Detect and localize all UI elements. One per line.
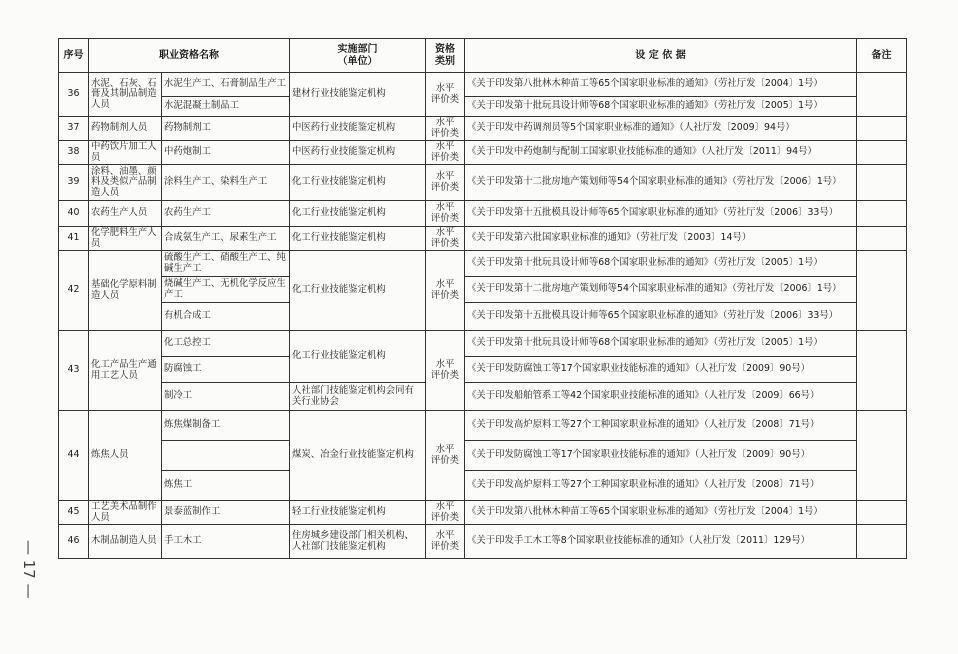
qualification-group: 涂料、油墨、颜料及类似产品制造人员 xyxy=(89,165,162,201)
table-row xyxy=(59,441,907,471)
qualification-item: 手工木工 xyxy=(162,525,290,559)
qualification-item: 水泥混凝土制品工 xyxy=(162,97,290,117)
qualification-group: 工艺美术品制作人员 xyxy=(89,501,162,525)
qualification-group: 木制品制造人员 xyxy=(89,525,162,559)
table-row xyxy=(59,141,907,165)
header-note: 备注 xyxy=(857,39,907,73)
qualification-item: 涂料生产工、染料生产工 xyxy=(162,165,290,201)
basis-document: 《关于印发防腐蚀工等17个国家职业技能标准的通知》（人社厅发〔2009〕90号） xyxy=(465,441,857,471)
basis-document: 《关于印发第八批林木种苗工等65个国家职业标准的通知》（劳社厅发〔2004〕1号） xyxy=(465,501,857,525)
qualification-category: 水平 评价类 xyxy=(426,117,465,141)
qualification-item: 硫酸生产工、硝酸生产工、纯碱生产工 xyxy=(162,251,290,277)
qualification-group: 基础化学原料制造人员 xyxy=(89,251,162,331)
qualification-item: 药物制剂工 xyxy=(162,117,290,141)
row-number: 39 xyxy=(59,165,89,201)
qualification-category: 水平 评价类 xyxy=(426,331,465,411)
qualification-category: 水平 评价类 xyxy=(426,73,465,117)
row-number: 38 xyxy=(59,141,89,165)
row-number: 44 xyxy=(59,411,89,501)
department: 化工行业技能鉴定机构 xyxy=(290,165,426,201)
table-body xyxy=(59,73,907,559)
qualification-group: 化学肥料生产人员 xyxy=(89,227,162,251)
department: 住房城乡建设部门相关机构、人社部门技能鉴定机构 xyxy=(290,525,426,559)
qualification-category: 水平 评价类 xyxy=(426,501,465,525)
qualification-item: 中药炮制工 xyxy=(162,141,290,165)
basis-document: 《关于印发第十批玩具设计师等68个国家职业标准的通知》（劳社厅发〔2005〕1号） xyxy=(465,331,857,357)
basis-document: 《关于印发高炉原料工等27个工种国家职业标准的通知》（人社厅发〔2008〕71号） xyxy=(465,471,857,501)
row-number: 37 xyxy=(59,117,89,141)
basis-document: 《关于印发第十批玩具设计师等68个国家职业标准的通知》（劳社厅发〔2005〕1号） xyxy=(465,251,857,277)
header-row xyxy=(59,39,907,73)
note xyxy=(857,525,907,559)
qualification-category: 水平 评价类 xyxy=(426,141,465,165)
row-number: 40 xyxy=(59,201,89,227)
note xyxy=(857,501,907,525)
qualification-item: 制冷工 xyxy=(162,383,290,411)
department: 化工行业技能鉴定机构 xyxy=(290,227,426,251)
qualification-item: 炼焦煤制备工 xyxy=(162,411,290,441)
table-row xyxy=(59,501,907,525)
note xyxy=(857,165,907,201)
row-number: 36 xyxy=(59,73,89,117)
basis-document: 《关于印发第六批国家职业标准的通知》（劳社厅发〔2003〕14号） xyxy=(465,227,857,251)
table-row xyxy=(59,383,907,411)
qualification-group: 药物制剂人员 xyxy=(89,117,162,141)
basis-document: 《关于印发第十批玩具设计师等68个国家职业标准的通知》（劳社厅发〔2005〕1号） xyxy=(465,97,857,117)
department: 轻工行业技能鉴定机构 xyxy=(290,501,426,525)
department: 中医药行业技能鉴定机构 xyxy=(290,117,426,141)
table-row xyxy=(59,117,907,141)
department: 化工行业技能鉴定机构 xyxy=(290,251,426,331)
qualification-category: 水平 评价类 xyxy=(426,201,465,227)
table-row xyxy=(59,525,907,559)
note xyxy=(857,251,907,331)
qualification-item: 防腐蚀工 xyxy=(162,357,290,383)
qualification-group: 化工产品生产通用工艺人员 xyxy=(89,331,162,411)
qualification-item: 炼焦工 xyxy=(162,471,290,501)
header-no: 序号 xyxy=(59,39,89,73)
basis-document: 《关于印发第十五批模具设计师等65个国家职业标准的通知》（劳社厅发〔2006〕33号） xyxy=(465,201,857,227)
note xyxy=(857,141,907,165)
note xyxy=(857,331,907,411)
basis-document: 《关于印发第八批林木种苗工等65个国家职业标准的通知》（劳社厅发〔2004〕1号） xyxy=(465,73,857,97)
basis-document: 《关于印发第十二批房地产策划师等54个国家职业标准的通知》（劳社厅发〔2006〕1号） xyxy=(465,165,857,201)
note xyxy=(857,201,907,227)
qualification-category: 水平 评价类 xyxy=(426,165,465,201)
department: 化工行业技能鉴定机构 xyxy=(290,331,426,383)
qualification-group: 中药饮片加工人员 xyxy=(89,141,162,165)
qualification-item: 化工总控工 xyxy=(162,331,290,357)
row-number: 45 xyxy=(59,501,89,525)
qualification-item: 景泰蓝制作工 xyxy=(162,501,290,525)
table-row xyxy=(59,277,907,303)
qualification-category: 水平 评价类 xyxy=(426,411,465,501)
table-row xyxy=(59,357,907,383)
note xyxy=(857,117,907,141)
header-basis: 设 定 依 据 xyxy=(465,39,857,73)
basis-document: 《关于印发防腐蚀工等17个国家职业技能标准的通知》（人社厅发〔2009〕90号） xyxy=(465,357,857,383)
department: 煤炭、冶金行业技能鉴定机构 xyxy=(290,411,426,501)
qualification-category: 水平 评价类 xyxy=(426,251,465,331)
qualification-category: 水平 评价类 xyxy=(426,227,465,251)
table-row xyxy=(59,97,907,117)
note xyxy=(857,73,907,117)
table-row xyxy=(59,331,907,357)
department: 人社部门技能鉴定机构会同有关行业协会 xyxy=(290,383,426,411)
qualification-group: 农药生产人员 xyxy=(89,201,162,227)
qualification-group: 炼焦人员 xyxy=(89,411,162,501)
row-number: 46 xyxy=(59,525,89,559)
qualification-category: 水平 评价类 xyxy=(426,525,465,559)
row-number: 42 xyxy=(59,251,89,331)
qualification-item: 水泥生产工、石膏制品生产工 xyxy=(162,73,290,97)
qualification-item: 烧碱生产工、无机化学反应生产工 xyxy=(162,277,290,303)
basis-document: 《关于印发手工木工等8个国家职业技能标准的通知》（人社厅发〔2011〕129号） xyxy=(465,525,857,559)
note xyxy=(857,411,907,501)
basis-document: 《关于印发船舶管系工等42个国家职业技能标准的通知》（人社厅发〔2009〕66号） xyxy=(465,383,857,411)
table-row xyxy=(59,471,907,501)
header-category: 资格 类别 xyxy=(426,39,465,73)
table-row xyxy=(59,201,907,227)
page-number: — 17 — xyxy=(20,540,38,599)
row-number: 41 xyxy=(59,227,89,251)
basis-document: 《关于印发第十五批模具设计师等65个国家职业标准的通知》（劳社厅发〔2006〕33号） xyxy=(465,303,857,331)
table-row xyxy=(59,251,907,277)
header-qualification-name: 职业资格名称 xyxy=(89,39,290,73)
table-row xyxy=(59,165,907,201)
qualification-item xyxy=(162,441,290,471)
basis-document: 《关于印发中药调剂员等5个国家职业标准的通知》（人社厅发〔2009〕94号） xyxy=(465,117,857,141)
basis-document: 《关于印发中药炮制与配制工国家职业技能标准的通知》（人社厅发〔2011〕94号） xyxy=(465,141,857,165)
basis-document: 《关于印发第十二批房地产策划师等54个国家职业标准的通知》（劳社厅发〔2006〕1号） xyxy=(465,277,857,303)
department: 化工行业技能鉴定机构 xyxy=(290,201,426,227)
qualification-item: 农药生产工 xyxy=(162,201,290,227)
table-row xyxy=(59,411,907,441)
note xyxy=(857,227,907,251)
table-row xyxy=(59,227,907,251)
table-row xyxy=(59,303,907,331)
table-row xyxy=(59,73,907,97)
qualification-group: 水泥、石灰、石膏及其制品制造人员 xyxy=(89,73,162,117)
qualification-table xyxy=(58,38,907,559)
qualification-item: 有机合成工 xyxy=(162,303,290,331)
row-number: 43 xyxy=(59,331,89,411)
department: 建材行业技能鉴定机构 xyxy=(290,73,426,117)
basis-document: 《关于印发高炉原料工等27个工种国家职业标准的通知》（人社厅发〔2008〕71号） xyxy=(465,411,857,441)
department: 中医药行业技能鉴定机构 xyxy=(290,141,426,165)
header-department: 实施部门 （单位） xyxy=(290,39,426,73)
qualification-item: 合成氨生产工、尿素生产工 xyxy=(162,227,290,251)
